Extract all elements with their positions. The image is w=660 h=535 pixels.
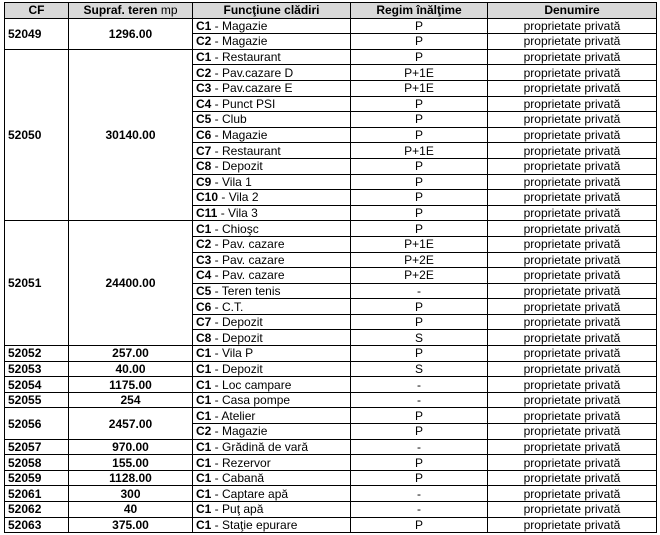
area-cell: 375.00 [69,517,193,533]
function-separator: - [211,252,223,267]
function-cell [193,236,351,252]
function-separator: - [211,221,223,236]
cf-cell: 52063 [5,517,69,533]
ownership-cell: proprietate privată [488,143,657,159]
function-cell [193,392,351,408]
building-function: Captare apă [222,486,289,501]
building-function: Staţie epurare [222,517,298,532]
area-cell: 2457.00 [69,408,193,439]
building-code: C1 [196,486,212,501]
function-separator: - [211,96,223,111]
building-function: Depozit [222,315,263,330]
regime-cell: P+1E [351,65,488,81]
function-cell [193,143,351,159]
ownership-cell: proprietate privată [488,346,657,362]
function-cell [193,34,351,50]
cf-cell: 52061 [5,486,69,502]
area-cell: 257.00 [69,346,193,362]
function-separator: - [211,18,223,33]
regime-cell: S [351,361,488,377]
function-separator: - [211,408,222,423]
ownership-cell: proprietate privată [488,252,657,268]
function-separator: - [211,299,223,314]
regime-cell: P [351,346,488,362]
regime-cell: P [351,49,488,65]
function-separator: - [211,174,223,189]
regime-cell: P [351,470,488,486]
table-row [5,18,657,34]
ownership-cell: proprietate privată [488,96,657,112]
ownership-cell: proprietate privată [488,424,657,440]
building-function: Grădină de vară [222,439,309,454]
building-function: Restaurant [222,143,281,158]
area-cell: 254 [69,392,193,408]
regime-cell: P [351,424,488,440]
header-cf: CF [5,3,69,19]
ownership-cell: proprietate privată [488,49,657,65]
table-row [5,377,657,393]
regime-cell: P [351,221,488,237]
regime-cell: P+1E [351,143,488,159]
ownership-cell: proprietate privată [488,158,657,174]
ownership-cell: proprietate privată [488,18,657,34]
regime-cell: P+1E [351,80,488,96]
building-function: Teren tenis [221,283,281,298]
cf-cell: 52062 [5,502,69,518]
building-code: C3 [196,252,212,267]
function-separator: - [218,190,229,205]
header-area [69,3,193,19]
area-cell: 970.00 [69,439,193,455]
building-code: C3 [196,81,212,96]
table-row [5,439,657,455]
function-separator: - [211,486,223,501]
table-row [5,502,657,518]
area-cell: 1175.00 [69,377,193,393]
building-function: Vila 3 [228,206,258,221]
ownership-cell: proprietate privată [488,80,657,96]
function-cell [193,49,351,65]
ownership-cell: proprietate privată [488,439,657,455]
function-separator: - [211,455,223,470]
regime-cell: P [351,190,488,206]
function-cell [193,190,351,206]
function-cell [193,455,351,471]
regime-cell: P [351,96,488,112]
area-cell: 300 [69,486,193,502]
building-function: C.T. [222,299,244,314]
cf-cell: 52055 [5,392,69,408]
table-row [5,392,657,408]
building-code: C2 [196,34,212,49]
table-row [5,49,657,65]
regime-cell: P+1E [351,236,488,252]
building-function: Rezervor [222,455,271,470]
cf-cell: 52056 [5,408,69,439]
cf-cell: 52049 [5,18,69,49]
building-code: C1 [196,346,212,361]
function-separator: - [211,237,223,252]
regime-cell: - [351,486,488,502]
building-function: Magazie [222,18,268,33]
regime-cell: P [351,18,488,34]
header-row [5,3,657,19]
buildings-table [4,2,657,533]
building-code: C11 [196,206,218,221]
ownership-cell: proprietate privată [488,268,657,284]
function-cell [193,377,351,393]
area-cell: 24400.00 [69,221,193,346]
area-cell: 155.00 [69,455,193,471]
function-cell [193,470,351,486]
regime-cell: P [351,299,488,315]
building-function: Pav.cazare D [222,65,294,80]
building-code: C1 [196,50,212,65]
building-function: Magazie [222,128,268,143]
ownership-cell: proprietate privată [488,361,657,377]
regime-cell: - [351,392,488,408]
building-function: Depozit [222,330,263,345]
regime-cell: P [351,34,488,50]
area-cell: 40 [69,502,193,518]
function-cell [193,424,351,440]
ownership-cell: proprietate privată [488,65,657,81]
building-function: Vila 2 [228,190,259,205]
regime-cell: P [351,455,488,471]
building-code: C10 [196,190,219,205]
ownership-cell: proprietate privată [488,314,657,330]
function-cell [193,18,351,34]
ownership-cell: proprietate privată [488,517,657,533]
building-function: Vila 1 [222,174,252,189]
building-function: Atelier [221,408,256,423]
building-function: Puţ apă [222,502,264,517]
function-cell [193,439,351,455]
building-code: C4 [196,96,212,111]
function-separator: - [211,283,222,298]
ownership-cell: proprietate privată [488,502,657,518]
table-row [5,346,657,362]
ownership-cell: proprietate privată [488,470,657,486]
ownership-cell: proprietate privată [488,377,657,393]
function-separator: - [211,330,223,345]
function-cell [193,112,351,128]
function-separator: - [211,81,223,96]
building-code: C1 [196,18,212,33]
function-separator: - [211,50,223,65]
function-cell [193,127,351,143]
regime-cell: P [351,517,488,533]
building-code: C1 [196,517,212,532]
building-function: Loc campare [222,377,292,392]
building-code: C5 [196,112,212,127]
function-cell [193,80,351,96]
function-separator: - [211,34,223,49]
building-code: C1 [196,377,212,392]
building-code: C1 [196,455,212,470]
building-function: Vila P [222,346,254,361]
building-function: Pav.cazare E [222,81,293,96]
function-separator: - [211,128,223,143]
building-code: C4 [196,268,212,283]
ownership-cell: proprietate privată [488,455,657,471]
regime-cell: P+2E [351,252,488,268]
cf-cell: 52051 [5,221,69,346]
function-cell [193,361,351,377]
function-separator: - [211,268,223,283]
regime-cell: - [351,502,488,518]
function-cell [193,517,351,533]
ownership-cell: proprietate privată [488,127,657,143]
table-row [5,408,657,424]
function-cell [193,158,351,174]
ownership-cell: proprietate privată [488,112,657,128]
building-code: C1 [196,221,212,236]
building-code: C1 [196,439,212,454]
regime-cell: P [351,314,488,330]
cf-cell: 52057 [5,439,69,455]
header-area-label: Supraf. teren [83,3,158,18]
building-code: C5 [196,283,212,298]
ownership-cell: proprietate privată [488,221,657,237]
function-cell [193,268,351,284]
regime-cell: P [351,112,488,128]
building-code: C2 [196,237,212,252]
regime-cell: S [351,330,488,346]
building-function: Chioşc [222,221,259,236]
building-code: C8 [196,159,212,174]
function-separator: - [211,502,223,517]
regime-cell: P [351,127,488,143]
cf-cell: 52059 [5,470,69,486]
function-separator: - [211,377,223,392]
building-function: Pav. cazare [222,252,285,267]
table-row [5,486,657,502]
building-code: C6 [196,128,212,143]
function-cell [193,205,351,221]
function-separator: - [211,393,223,408]
function-separator: - [211,143,223,158]
function-cell [193,299,351,315]
ownership-cell: proprietate privată [488,330,657,346]
building-function: Club [222,112,247,127]
table-row [5,470,657,486]
ownership-cell: proprietate privată [488,486,657,502]
table-row [5,517,657,533]
ownership-cell: proprietate privată [488,190,657,206]
header-function: Funcţiune clădiri [193,3,351,19]
regime-cell: - [351,439,488,455]
cf-cell: 52052 [5,346,69,362]
building-function: Punct PSI [222,96,276,111]
table-row [5,221,657,237]
function-separator: - [211,471,223,486]
area-cell: 1128.00 [69,470,193,486]
function-separator: - [211,361,223,376]
function-cell [193,408,351,424]
building-code: C1 [196,502,212,517]
building-code: C7 [196,315,212,330]
function-separator: - [211,517,223,532]
building-code: C1 [196,393,212,408]
header-regime: Regim înălţime [351,3,488,19]
ownership-cell: proprietate privată [488,392,657,408]
ownership-cell: proprietate privată [488,34,657,50]
function-cell [193,96,351,112]
ownership-cell: proprietate privată [488,174,657,190]
function-cell [193,283,351,299]
function-separator: - [211,112,223,127]
regime-cell: P [351,158,488,174]
cf-cell: 52054 [5,377,69,393]
building-code: C2 [196,424,212,439]
cf-cell: 52058 [5,455,69,471]
function-cell [193,221,351,237]
building-function: Restaurant [222,50,281,65]
cf-cell: 52050 [5,49,69,221]
regime-cell: P+2E [351,268,488,284]
ownership-cell: proprietate privată [488,408,657,424]
function-cell [193,346,351,362]
ownership-cell: proprietate privată [488,236,657,252]
area-cell: 30140.00 [69,49,193,221]
function-separator: - [211,65,223,80]
function-cell [193,314,351,330]
building-function: Depozit [222,159,263,174]
function-separator: - [211,159,223,174]
function-cell [193,486,351,502]
building-function: Depozit [222,361,263,376]
ownership-cell: proprietate privată [488,205,657,221]
function-separator: - [211,424,223,439]
building-code: C8 [196,330,212,345]
table-row [5,361,657,377]
regime-cell: - [351,283,488,299]
function-cell [193,174,351,190]
regime-cell: P [351,408,488,424]
function-cell [193,330,351,346]
area-cell: 40.00 [69,361,193,377]
ownership-cell: proprietate privată [488,283,657,299]
regime-cell: P [351,174,488,190]
table-row [5,455,657,471]
building-function: Casa pompe [222,393,291,408]
regime-cell: - [351,377,488,393]
building-function: Cabană [222,471,265,486]
building-code: C2 [196,65,212,80]
building-code: C1 [196,361,212,376]
building-code: C1 [196,408,212,423]
building-code: C1 [196,471,212,486]
function-separator: - [217,206,229,221]
function-separator: - [211,315,223,330]
function-cell [193,252,351,268]
area-cell: 1296.00 [69,18,193,49]
building-function: Pav. cazare [222,268,285,283]
table-body [5,18,657,533]
regime-cell: P [351,205,488,221]
cf-cell: 52053 [5,361,69,377]
building-code: C9 [196,174,212,189]
building-function: Magazie [222,34,268,49]
function-separator: - [211,439,223,454]
ownership-cell: proprietate privată [488,299,657,315]
building-code: C6 [196,299,212,314]
header-name: Denumire [488,3,657,19]
function-cell [193,65,351,81]
function-separator: - [211,346,223,361]
function-cell [193,502,351,518]
building-function: Magazie [222,424,268,439]
header-area-unit: mp [160,3,178,18]
building-code: C7 [196,143,212,158]
building-function: Pav. cazare [222,237,285,252]
